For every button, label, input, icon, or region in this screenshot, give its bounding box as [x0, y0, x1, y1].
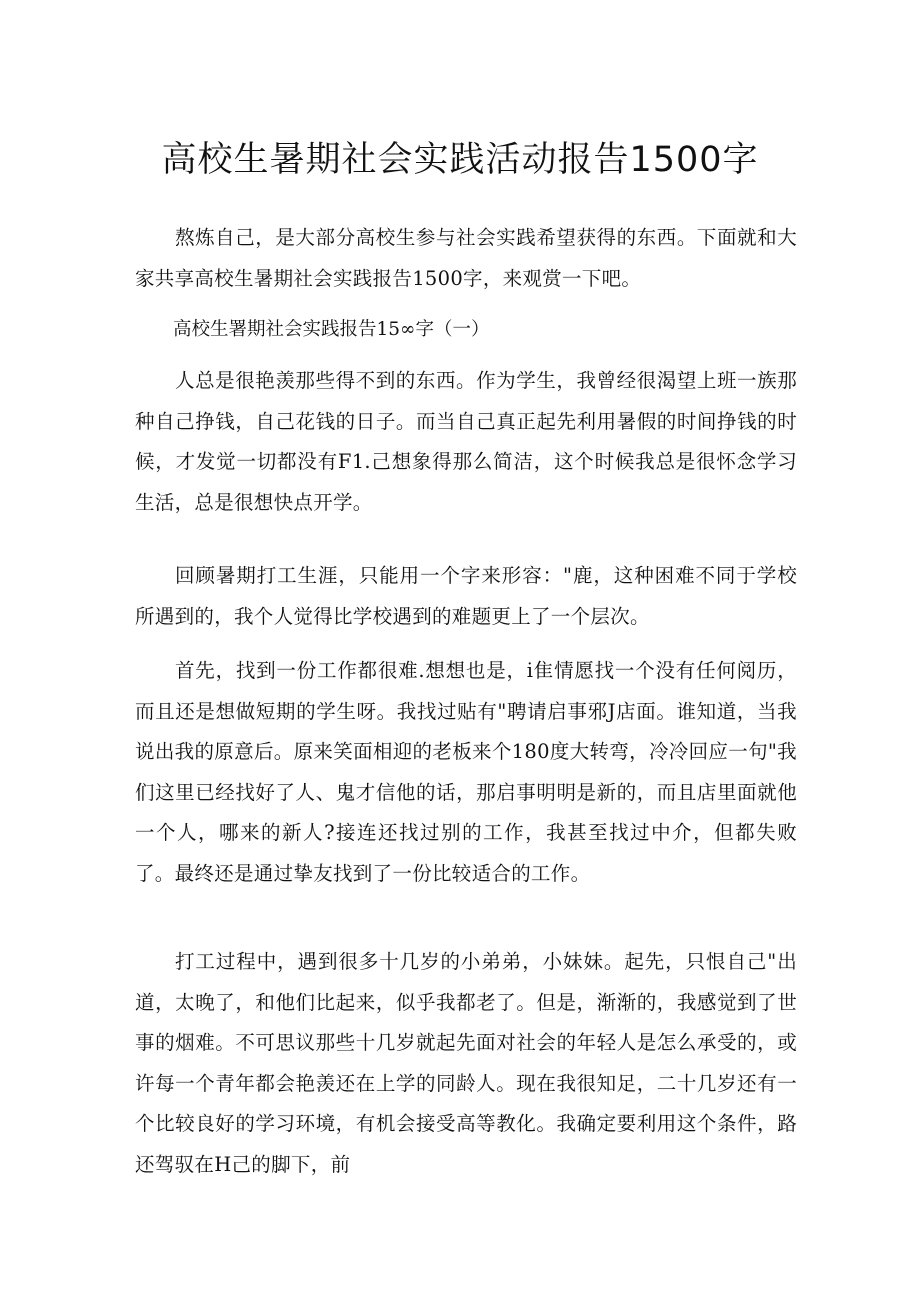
- body-paragraph: 打工过程中，遇到很多十几岁的小弟弟，小妹妹。起先，只恨自己"出道，太晚了，和他们比起来，似乎我都老了。但是，渐渐的，我感觉到了世事的烟难。不可思议那些十几岁就起先面对社会的年轻人是怎么承受的，或许每一个青年都会艳羡还在上学的同龄人。现在我很知足，二十几岁还有一个比较良好的学习环境，有机会接受高等教化。我确定要利用这个条件，路还驾驭在H己的脚下，前: [135, 950, 797, 1176]
- body-paragraph: 人总是很艳羡那些得不到的东西。作为学生，我曾经很渴望上班一族那种自己挣钱，自己花钱的日子。而当自己真正起先利用暑假的时间挣钱的时候，才发觉一切都没有F1.己想象得那么简洁，这个时候我总是很怀念学习生活，总是很想快点开学。: [135, 369, 797, 514]
- intro-paragraph: 熬炼自己，是大部分高校生参与社会实践希望获得的东西。下面就和大家共享高校生暑期社会实践报告1500字，来观赏一下吧。: [135, 226, 797, 290]
- body-paragraph: 回顾暑期打工生涯，只能用一个字来形容："鹿，这种困难不同于学校所遇到的，我个人觉得比学校遇到的难题更上了一个层次。: [135, 564, 797, 628]
- section-subheading: 高校生署期社会实践报告15∞字（一）: [173, 319, 490, 340]
- body-paragraph: 首先，找到一份工作都很难.想想也是，i隹情愿找一个没有任何阅历，而且还是想做短期的学生呀。我找过贴有"聘请启事邪J店面。谁知道，当我说出我的原意后。原来笑面相迎的老板来个180度大转弯，冷冷回应一句"我们这里已经找好了人、鬼才信他的话，那启事明明是新的，而且店里面就他一个人，哪来的新人?接连还找过别的工作，我甚至找过中介，但都失败了。最终还是通过挚友找到了一份比较适合的工作。: [135, 659, 797, 885]
- document-title: 高校生暑期社会实践活动报告1500字: [161, 140, 759, 180]
